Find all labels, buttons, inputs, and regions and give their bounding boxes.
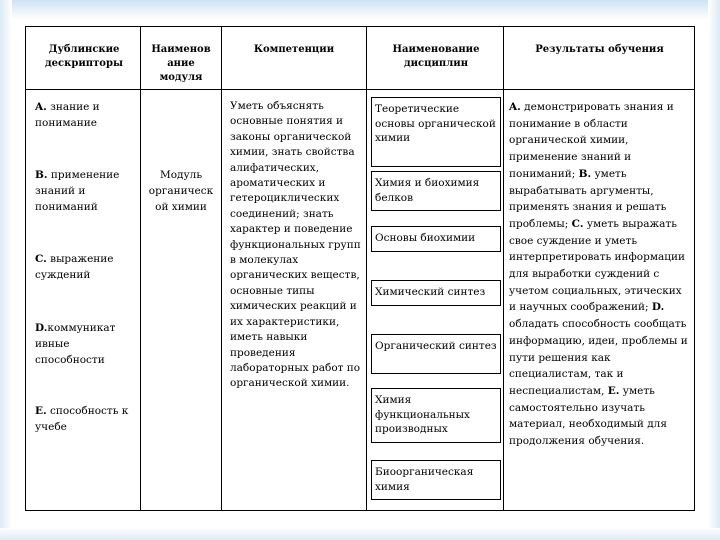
discipline-item: Биоорганическая химия [371,460,501,500]
column-divider [221,27,222,510]
module-name: Модуль органическ ой химии [148,169,214,213]
frame-right [708,0,720,540]
descriptor-e: E. способность к учебе [35,405,129,433]
header-descriptors: Дублинские дескрипторы [45,44,123,69]
frame-bottom [0,528,720,540]
discipline-item: Теоретические основы органической химии [371,97,501,167]
column-divider [366,27,367,510]
descriptor-d: D.коммуникат ивные способности [35,322,116,366]
header-disciplines: Наименование дисциплин [392,44,480,69]
frame-top [0,0,720,20]
curriculum-table [25,26,695,511]
discipline-item: Химия и биохимия белков [371,171,501,211]
descriptor-b: B. применение знаний и пониманий [35,169,120,213]
descriptor-c: C. выражение суждений [35,253,114,281]
header-divider [26,89,694,90]
header-results: Результаты обучения [535,44,664,55]
discipline-item: Химический синтез [371,280,501,306]
discipline-item: Органический синтез [371,334,501,374]
descriptor-a: A. знание и понимание [35,101,100,129]
frame-left [0,0,12,540]
column-divider [140,27,141,510]
discipline-item: Основы биохимии [371,226,501,252]
column-divider [503,27,504,510]
discipline-item: Химия функциональных производных [371,388,501,443]
competencies-text: Уметь объяснять основные понятия и законы органической химии, знать свойства алифатических, ароматических и гетероциклических соединений; знать характер и поведение функциональных групп в молекулах органических веществ, основные типы химических реакций и их характеристики, иметь навыки проведения лабораторных работ по органической химии. [230,100,361,390]
learning-results: A. демонстрировать знания и понимание в области органической химии, применение знаний и пониманий; B. уметь вырабатывать аргументы, применять знания и решать проблемы; C. уметь выражать свое суждение и уметь интерпретировать информации для выработки суждений с учетом социальных, этических и научных соображений; D. обладать способность сообщать информацию, идеи, проблемы и пути решения как специалистам, так и неспециалистам, E. уметь самостоятельно изучать материал, необходимый для продолжения обучения. [509,101,688,448]
header-module: Наименов ание модуля [151,44,211,83]
header-competencies: Компетенции [253,44,335,55]
